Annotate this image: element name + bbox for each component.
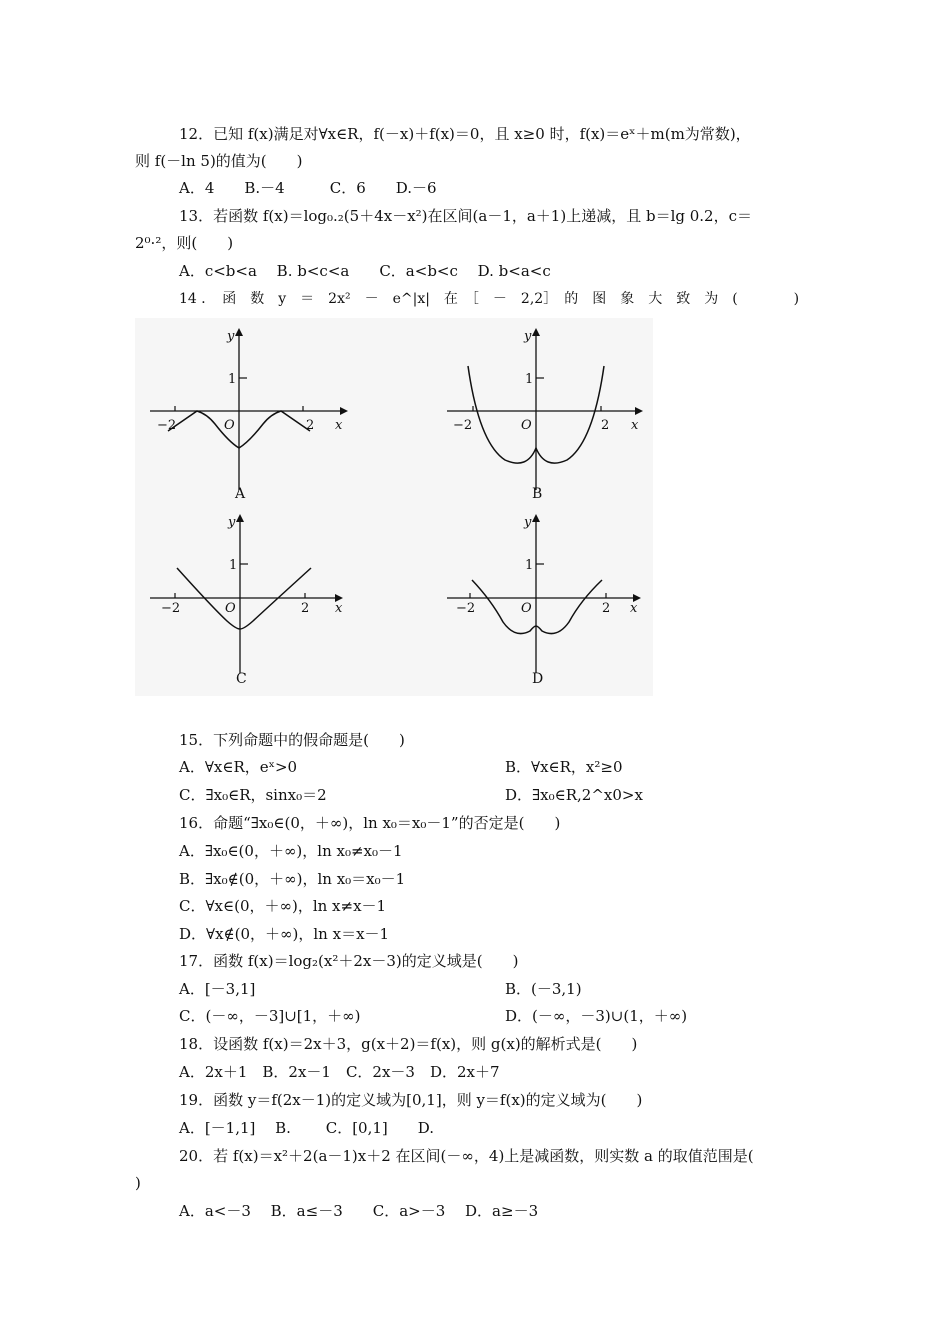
tick-label-2: 2 (306, 418, 315, 433)
graph-d (447, 514, 641, 687)
tick-label-2: 2 (301, 601, 310, 616)
q16-option-b: B．∃x₀∉(0，＋∞)，ln x₀＝x₀－1 (179, 870, 406, 888)
graph-c (150, 514, 343, 687)
origin-label: O (521, 601, 532, 616)
y-label: y (228, 515, 236, 530)
y-axis-arrow (236, 514, 244, 522)
q15-option-d: D．∃x₀∈R,2^x0>x (505, 786, 643, 804)
q16-option-d: D．∀x∉(0，＋∞)，ln x＝x－1 (179, 925, 390, 943)
y-label: y (524, 329, 532, 344)
q17-option-d: D．(－∞，－3)∪(1，＋∞) (505, 1007, 688, 1025)
x-axis-arrow (340, 407, 348, 415)
graph-a (150, 328, 348, 502)
graph-svg (135, 318, 653, 696)
q13-options: A．c<b<a B. b<c<a C．a<b<c D. b<a<c (179, 262, 551, 280)
y-axis-arrow (235, 328, 243, 336)
graph-caption: B (532, 486, 543, 502)
q20-line2: ) (135, 1174, 141, 1192)
graph-caption: A (235, 486, 246, 502)
tick-label-neg2: −2 (453, 418, 473, 433)
x-label: x (630, 601, 638, 616)
q17-option-c: C．(－∞，－3]∪[1，＋∞) (179, 1007, 361, 1025)
q15-option-c: C．∃x₀∈R，sinx₀＝2 (179, 786, 327, 804)
q20-options: A．a<－3 B．a≤－3 C．a>－3 D．a≥－3 (179, 1202, 539, 1220)
q14-line1: 14 ． 函 数 y ＝ 2x² － e^|x| 在 ［ － 2,2］ 的 图 象 大 致 为 ( ) (179, 291, 800, 307)
tick-label-1: 1 (229, 558, 238, 573)
tick-label-1: 1 (525, 372, 534, 387)
q13-line1: 13．若函数 f(x)＝log₀.₂(5＋4x－x²)在区间(a－1，a＋1)上递减，且 b＝lg 0.2，c＝ (179, 207, 752, 225)
q20-line1: 20．若 f(x)＝x²＋2(a－1)x＋2 在区间(－∞，4)上是减函数，则实数 a 的取值范围是( (179, 1147, 754, 1165)
graph-figure (135, 318, 653, 696)
tick-label-neg2: −2 (161, 601, 181, 616)
graph-caption: C (236, 671, 247, 687)
q13-line2: 2⁰·²，则( ) (135, 234, 234, 252)
q17-option-a: A．[－3,1] (179, 980, 256, 998)
tick-label-neg2: −2 (157, 418, 177, 433)
q12-options: A．4 B.－4 C．6 D.－6 (179, 179, 437, 197)
q12-line1: 12．已知 f(x)满足对∀x∈R，f(－x)＋f(x)＝0，且 x≥0 时，f(x)＝eˣ＋m(m为常数)， (179, 125, 751, 143)
q16-option-c: C．∀x∈(0，＋∞)，ln x≠x－1 (179, 897, 387, 915)
q16-option-a: A．∃x₀∈(0，＋∞)，ln x₀≠x₀－1 (179, 842, 403, 860)
y-axis-arrow (532, 514, 540, 522)
q16-stem: 16．命题“∃x₀∈(0，＋∞)，ln x₀＝x₀－1”的否定是( ) (179, 814, 561, 832)
origin-label: O (521, 418, 532, 433)
x-label: x (335, 418, 343, 433)
q19-options: A．[－1,1] B. C．[0,1] D. (179, 1119, 435, 1137)
y-axis-arrow (532, 328, 540, 336)
y-label: y (227, 329, 235, 344)
q15-option-b: B．∀x∈R，x²≥0 (505, 758, 623, 776)
x-label: x (631, 418, 639, 433)
tick-label-1: 1 (228, 372, 237, 387)
origin-label: O (224, 418, 235, 433)
tick-label-neg2: −2 (456, 601, 476, 616)
tick-label-2: 2 (602, 601, 611, 616)
q17-option-b: B．(－3,1) (505, 980, 582, 998)
tick-label-2: 2 (601, 418, 610, 433)
x-label: x (335, 601, 343, 616)
q18-options: A．2x＋1 B．2x－1 C．2x－3 D．2x＋7 (179, 1063, 500, 1081)
curve-d (472, 580, 602, 634)
q15-option-a: A．∀x∈R，eˣ>0 (179, 758, 298, 776)
q19-stem: 19．函数 y＝f(2x－1)的定义域为[0,1]，则 y＝f(x)的定义域为( ) (179, 1091, 643, 1109)
y-label: y (524, 515, 532, 530)
origin-label: O (225, 601, 236, 616)
graph-b (447, 328, 643, 502)
q15-stem: 15．下列命题中的假命题是( ) (179, 731, 405, 749)
q12-line2: 则 f(－ln 5)的值为( ) (135, 152, 303, 170)
x-axis-arrow (635, 407, 643, 415)
q17-stem: 17．函数 f(x)＝log₂(x²＋2x－3)的定义域是( ) (179, 952, 519, 970)
graph-caption: D (532, 671, 544, 687)
tick-label-1: 1 (525, 558, 534, 573)
q18-stem: 18．设函数 f(x)＝2x＋3，g(x＋2)＝f(x)，则 g(x)的解析式是( ) (179, 1035, 638, 1053)
